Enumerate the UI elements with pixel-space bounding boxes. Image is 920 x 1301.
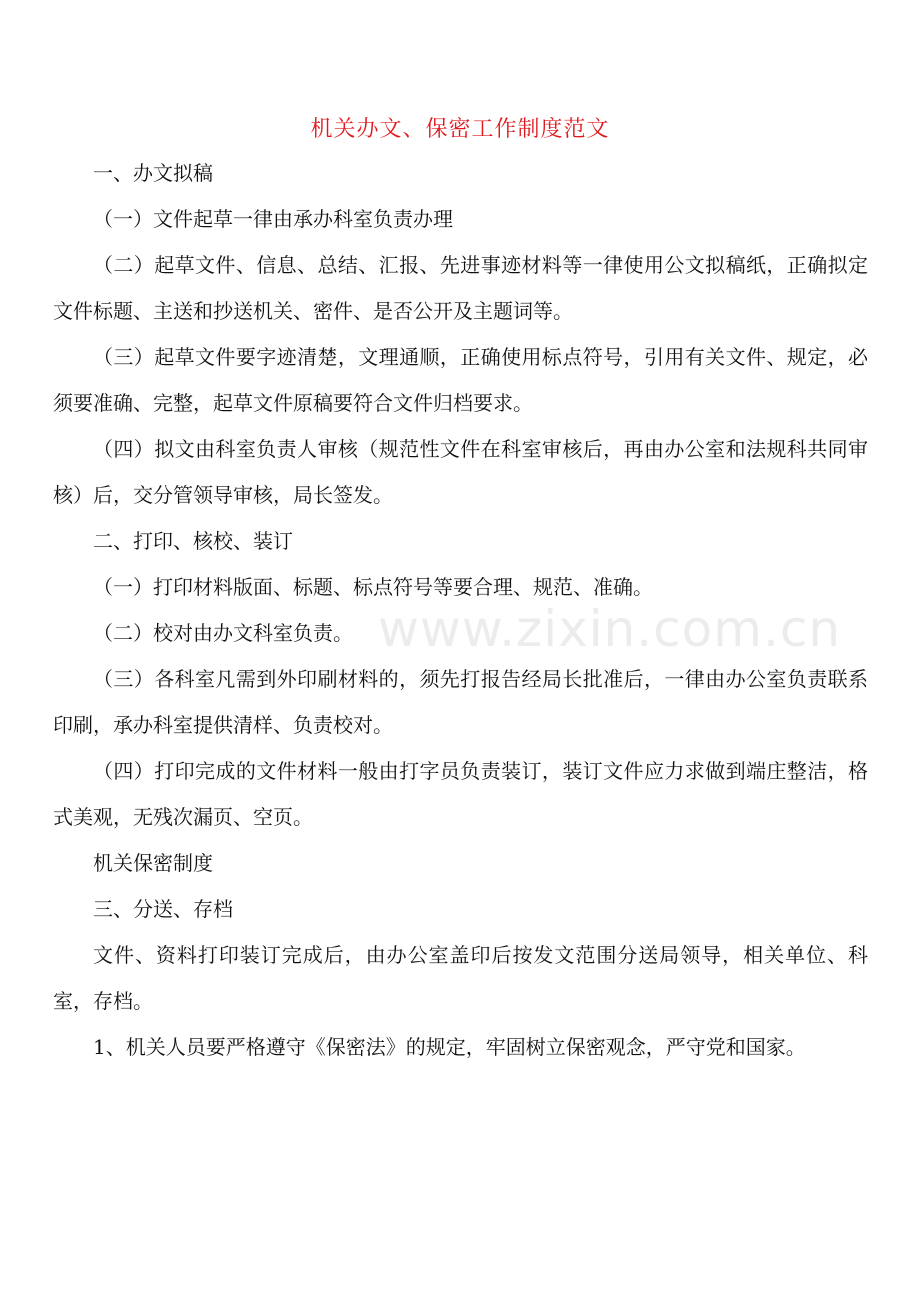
document-body <box>53 150 868 1070</box>
paragraph: （三）起草文件要字迹清楚，文理通顺，正确使用标点符号，引用有关文件、规定，必须要准确、完整，起草文件原稿要符合文件归档要求。 <box>53 345 868 415</box>
paragraph: （一）打印材料版面、标题、标点符号等要合理、规范、准确。 <box>93 575 653 599</box>
paragraph: （三）各科室凡需到外印刷材料的，须先打报告经局长批准后，一律由办公室负责联系印刷，承办科室提供清样、负责校对。 <box>53 667 868 737</box>
paragraph: 1、机关人员要严格遵守《保密法》的规定，牢固树立保密观念，严守党和国家。 <box>93 1035 806 1059</box>
document-title: 机关办文、保密工作制度范文 <box>310 117 610 142</box>
watermark: www.zixin.com.cn <box>378 600 842 658</box>
section-heading: 一、办文拟稿 <box>93 161 213 185</box>
section-heading: 机关保密制度 <box>93 851 213 875</box>
section-heading: 二、打印、核校、装订 <box>93 529 293 553</box>
paragraph: （二）起草文件、信息、总结、汇报、先进事迹材料等一律使用公文拟稿纸，正确拟定文件标题、主送和抄送机关、密件、是否公开及主题词等。 <box>53 253 868 323</box>
paragraph: （四）拟文由科室负责人审核（规范性文件在科室审核后，再由办公室和法规科共同审核）后，交分管领导审核，局长签发。 <box>53 437 868 507</box>
section-heading: 三、分送、存档 <box>93 897 233 921</box>
paragraph: （四）打印完成的文件材料一般由打字员负责装订，装订文件应力求做到端庄整洁，格式美观，无残次漏页、空页。 <box>53 759 868 829</box>
paragraph: （一）文件起草一律由承办科室负责办理 <box>93 207 453 231</box>
paragraph: （二）校对由办文科室负责。 <box>93 621 353 645</box>
paragraph: 文件、资料打印装订完成后，由办公室盖印后按发文范围分送局领导，相关单位、科室，存档。 <box>53 943 868 1013</box>
